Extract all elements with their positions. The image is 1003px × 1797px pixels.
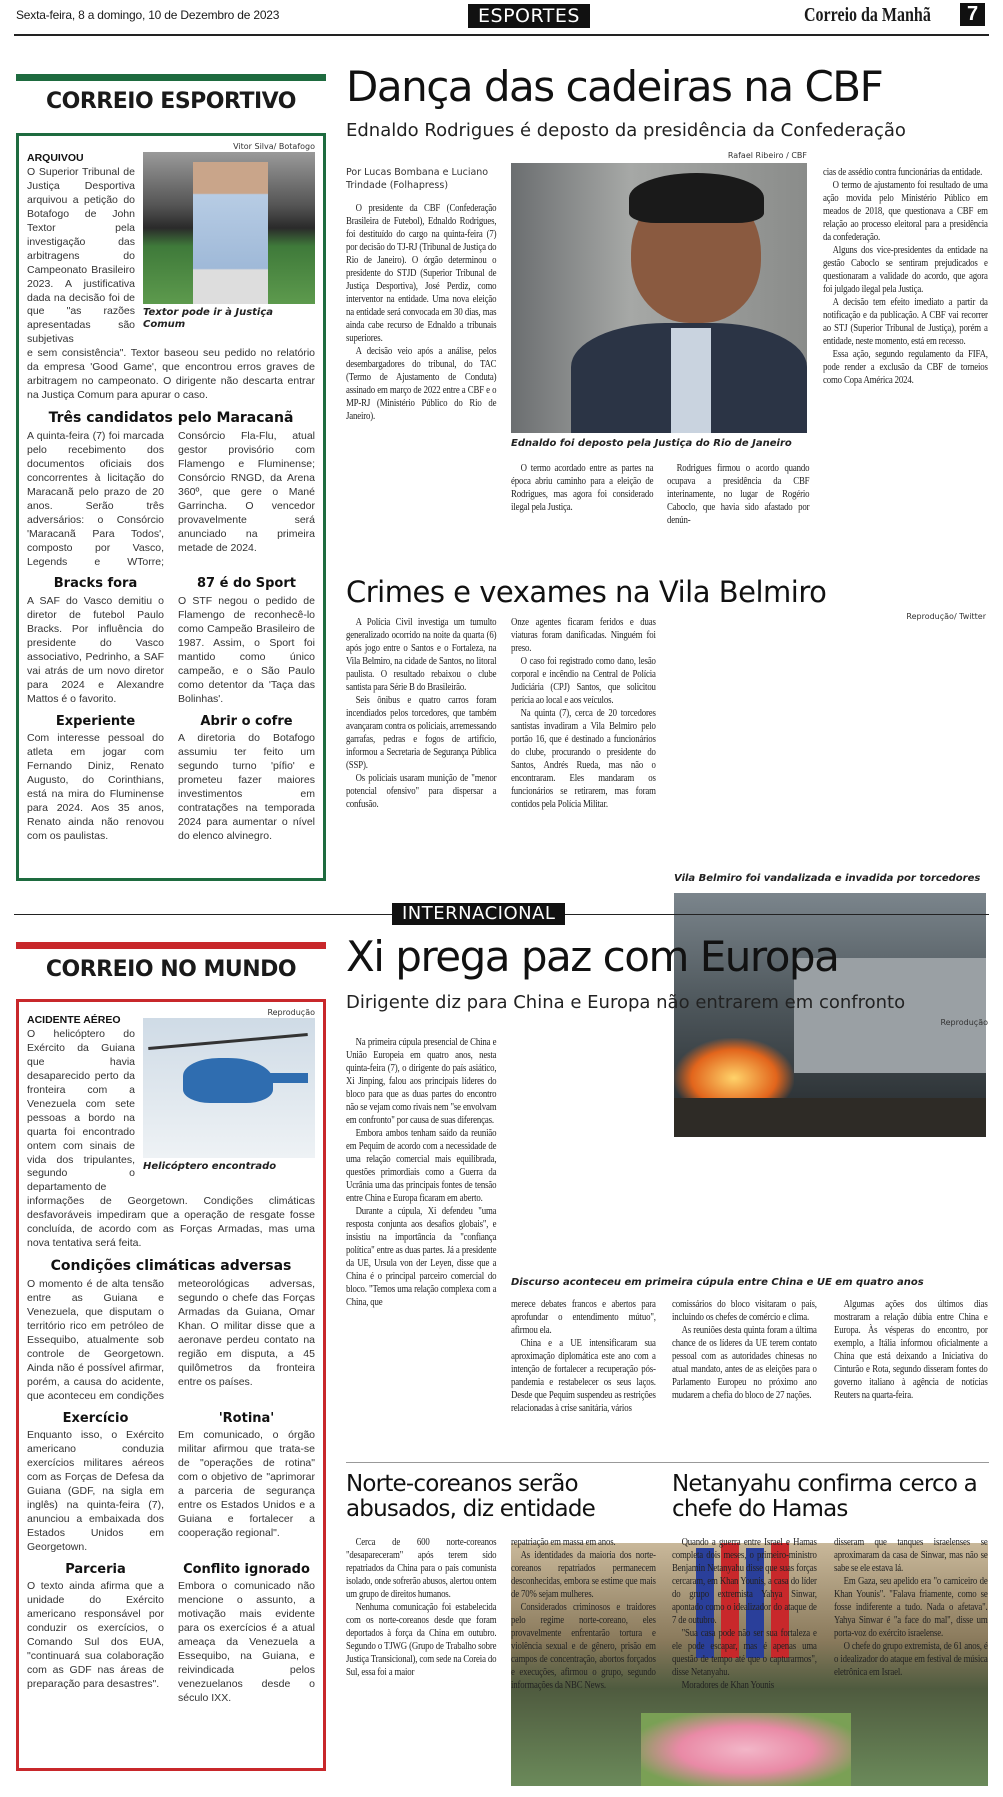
cbf-headline: Dança das cadeiras na CBF (346, 62, 883, 111)
textor-photo (143, 152, 315, 304)
paragraph: merece debates francos e abertos para aprofundar o entendimento mútuo", afirmou ela. (511, 1298, 656, 1336)
item-text: Com interesse pessoal do atleta em jogar com Fernando Diniz, Renato Augusto, do Corinthians, está na mira do Fluminense para 2024. Aos 35 anos, Renato ainda não renovou com os paulistas. (27, 732, 164, 842)
esportivo-photo-block (143, 142, 315, 331)
section-label: ESPORTES (468, 4, 590, 28)
item-exercicio (27, 1404, 164, 1555)
paragraph: A Polícia Civil investiga um tumulto generalizado ocorrido na noite da quarta (6) após jogo entre o Santos e o Fortaleza, na Vila Belmiro, na cidade de Santos, no litoral paulista. O resultado rebaixou o clube santista para Série B do Brasileirão. (346, 616, 497, 693)
item-title: Abrir o cofre (200, 713, 293, 729)
ednaldo-photo (511, 163, 807, 433)
item-title: 87 é do Sport (197, 576, 296, 592)
photo-credit: Reprodução/ Twitter (906, 612, 986, 621)
item-bracks (27, 569, 164, 706)
item-conflito (178, 1555, 315, 1706)
vila-col-2 (511, 616, 656, 811)
item-title: Bracks fora (53, 576, 138, 592)
xi-col-2 (511, 1298, 656, 1415)
paragraph: O caso foi registrado como dano, lesão corporal e incêndio na Central de Polícia Judiciária (CPJ) Santos, que solicitou perícia ao local e aos veículos. (511, 655, 656, 706)
photo-caption: Textor pode ir à Justiça Comum (143, 307, 274, 330)
xi-col-3 (672, 1298, 817, 1402)
paragraph: A decisão veio após a análise, pelos desembargadores do tribunal, do TAC (Termo de Ajustamento de Conduta) assinado em março de 2022 entre a CBF e o MP-RJ (Ministério Público do Rio de Janeiro). (346, 345, 497, 422)
paragraph: Cerca de 600 norte-coreanos "desapareceram" após terem sido repatriados da China para o país comunista isolado, onde sofrerão abusos, alertou ontem um grupo de direitos humanos. (346, 1536, 497, 1600)
header-rule (14, 34, 989, 36)
newspaper-logo: Correio da Manhã (804, 4, 931, 26)
lead-text-cont: e sem consistência". Textor baseou seu pedido no relatório da empresa 'Good Game', que encontrou erros graves de arbitragem no campeonato. O dirigente não descarta entrar na Justiça Comum para apurar o caso. (27, 347, 315, 402)
item-text: Embora o comunicado não mencione o assunto, a motivação mais evidente para os exercícios é a atual ameaça da Venezuela a Essequibo, na Guiana, e reivindicada pelos venezuelanos desde o século IXX. (178, 1580, 315, 1704)
paragraph: China e a UE intensificaram sua aproximação diplomática este ano com a intenção de fortalecer a recuperação pós-pandemia e restabelecer os seus laços. Desde que Pequim suspendeu as restrições relacionadas à crise sanitária, vários (511, 1337, 656, 1414)
paragraph: Nenhuma comunicação foi estabelecida com os norte-coreanos desde que foram deportados à força da China em outubro. Segundo o TJWG (Grupo de Trabalho sobre Justiça Transicional), com sede na Coreia do Sul, essa foi a maior (346, 1601, 497, 1678)
item-title: Exercício (62, 1410, 129, 1426)
xi-col-1 (346, 1036, 496, 1309)
item-experiente (27, 707, 164, 844)
item-text: A SAF do Vasco demitiu o diretor de futebol Paulo Bracks. Por influência do presidente do Vasco associativo, Pedrinho, a SAF vai atrás de um novo diretor para 2024 e Alexandre Mattos é o favorito. (27, 595, 164, 705)
photo-credit: Reprodução (940, 1018, 988, 1027)
paragraph: As identidades da maioria dos norte-coreanos repatriados permanecem desconhecidas, embora se estime que mais de 70% sejam mulheres. (511, 1549, 656, 1600)
helicopter-photo (143, 1018, 315, 1158)
kicker: ARQUIVOU (27, 152, 84, 164)
paragraph: O presidente da CBF (Confederação Brasileira de Futebol), Ednaldo Rodrigues, foi destituído do cargo na quinta-feira (7) por decisão do TJ-RJ (Tribunal de Justiça do Rio de Janeiro). O órgão determinou o presidente do STJD (Superior Tribunal de Justiça Desportiva), José Perdiz, como interventor na entidade. Uma nova eleição na entidade será convocada em 30 dias, mas ainda cabe recurso de Ednaldo a tribunais superiores. (346, 202, 497, 344)
netanyahu-headline: Netanyahu confirma cerco a chefe do Hamas (672, 1471, 977, 1523)
paragraph: Em Gaza, seu apelido era "o carniceiro de Khan Younis". "Falava friamente, como se fosse indiferente a tudo. Nada o afetava". Yahya Sinwar é "a face do mal", disse um porta-voz do exército israelense. (834, 1575, 988, 1639)
cbf-col-2 (511, 462, 653, 514)
page-number: 7 (960, 3, 985, 26)
paragraph: Os policiais usaram munição de "menor potencial ofensivo" para dispersar a confusão. (346, 772, 497, 810)
lead-text: O helicóptero do Exército da Guiana que havia desaparecido perto da fronteira com a Venezuela com sete pessoas a bordo na quarta foi encontrado ontem com sinais de vida dos tripulantes, segundo o departamento de (27, 1027, 135, 1194)
item-sport (178, 569, 315, 706)
paragraph: Onze agentes ficaram feridos e duas viaturas foram danificadas. Ninguém foi preso. (511, 616, 656, 654)
item-text: O momento é de alta tensão entre as Guiana e Venezuela, que disputam o território rico em petróleo de Essequibo, atualmente sob controle de Georgetown. Ainda não é possível afirmar, porém, a causa do acidente, que aconteceu em condições meteorológicas adversas, segundo o chefe das Forças Armadas da Guiana, Omar Khan. O militar disse que a aeronave perdeu contato na região em disputa, a 45 quilômetros da fronteira entre os países. (27, 1278, 315, 1402)
cbf-subtitle: Ednaldo Rodrigues é deposto da presidência da Confederação (346, 120, 906, 141)
photo-caption: Helicóptero encontrado (143, 1161, 277, 1172)
vila-col-1 (346, 616, 496, 811)
photo-credit: Rafael Ribeiro / CBF (727, 151, 807, 160)
cbf-col-3 (667, 462, 809, 527)
paragraph: Moradores de Khan Younis (681, 1679, 775, 1691)
xi-col-4 (834, 1298, 988, 1402)
paragraph: Na quinta (7), cerca de 20 torcedores santistas invadiram a Vila Belmiro pelo portão 16, que é destinado a funcionários do clube, procurando o presidente do Santos, Andrés Rueda, mas não o encontraram. Eles mandaram os funcionários se retirarem, mas foram contidos pela Polícia Militar. (511, 707, 656, 810)
xi-subtitle: Dirigente diz para China e Europa não entrarem em confronto (346, 992, 906, 1013)
vila-headline: Crimes e vexames na Vila Belmiro (346, 575, 827, 609)
paragraph: Quando a guerra entre Israel e Hamas completa dois meses, o primeiro-ministro Benjamin Netanyahu disse que suas forças cercaram, em Khan Younis, a casa do líder do grupo extremista Yahya Sinwar, apontado como o idealizador do ataque de 7 de outubro. (672, 1536, 817, 1626)
item-text: O STF negou o pedido de Flamengo de reconhecê-lo como Campeão Brasileiro de 1987. Assim, o Sport foi mantido como único campeão, e o São Paulo como detentor da 'Taça das Bolinhas'. (178, 595, 315, 705)
netanyahu-col-1 (672, 1536, 817, 1692)
item-text: Enquanto isso, o Exército americano conduzia exercícios militares aéreos com as Forças de Defesa da Guiana (GDF, na sigla em inglês) na quinta-feira (7), anunciou a embaixada dos Estados Unidos em Georgetown. (27, 1429, 164, 1553)
item-title: Condições climáticas adversas (50, 1258, 292, 1275)
esportivo-box (16, 133, 326, 881)
lead-text: O Superior Tribunal de Justiça Desportiva arquivou a petição do Botafogo de John Textor pela investigação das arbitragens do Campeonato Brasileiro 2023. A justificativa dada na decisão foi de que "as razões apresentadas são subjetivas (27, 165, 135, 346)
paragraph: repatriação em massa em anos. (511, 1536, 616, 1548)
mundo-photo-block (143, 1008, 315, 1173)
paragraph: "Sua casa pode não ser sua fortaleza e ele pode escapar, mas é apenas uma questão de tempo até que o capturarmos", disse Netanyahu. (672, 1627, 817, 1678)
xi-headline: Xi prega paz com Europa (346, 932, 839, 981)
divider (346, 1462, 989, 1463)
paragraph: Rodrigues firmou o acordo quando ocupava a presidência da CBF interinamente, no lugar de Rogério Caboclo, que havia sido afastado por denún- (667, 462, 810, 526)
lead-text-cont: informações de Georgetown. Condições climáticas desfavoráveis impediram que a operação de resgate fosse concluída, de acordo com as Forças Armadas, mas uma nova tentativa será feita. (27, 1195, 315, 1250)
photo-credit: Reprodução (267, 1008, 315, 1017)
section-label: INTERNACIONAL (392, 903, 565, 925)
item-title: Conflito ignorado (183, 1561, 310, 1577)
edition-date: Sexta-feira, 8 a domingo, 10 de Dezembro de 2023 (16, 8, 280, 22)
paragraph: Embora ambos tenham saído da reunião em Pequim de acordo com a necessidade de uma relação comercial mais equilibrada, questões primordiais como a Guerra da Ucrânia uma das principais fontes de tensão entre China e Europa ficaram em aberto. (346, 1127, 497, 1204)
paragraph: Essa ação, segundo regulamento da FIFA, pode render a exclusão da CBF de torneios como Copa América 2024. (823, 348, 988, 386)
norte-headline: Norte-coreanos serão abusados, diz entidade (346, 1471, 595, 1523)
mundo-title: CORREIO NO MUNDO (45, 957, 297, 982)
item-title: Parceria (65, 1561, 126, 1577)
item-text: A diretoria do Botafogo assumiu ter feito um segundo turno 'pífio' e prometeu fazer maiores investimentos em contratações na temporada 2024 para aumentar o nível do elenco alvinegro. (178, 732, 315, 842)
paragraph: comissários do bloco visitaram o país, incluindo os chefes de comércio e clima. (672, 1298, 817, 1323)
kicker: ACIDENTE AÉREO (27, 1014, 121, 1026)
item-title: 'Rotina' (218, 1410, 275, 1426)
mundo-box (16, 999, 326, 1771)
item-title: Três candidatos pelo Maracanã (48, 410, 294, 427)
mundo-bar (16, 942, 326, 949)
norte-col-2 (511, 1536, 656, 1692)
paragraph: Na primeira cúpula presencial de China e União Europeia em quatro anos, nesta quinta-feira (7), o dirigente do país asiático, Xi Jinping, falou aos principais líderes do bloco para que as duas partes do encontro não se vejam como rivais nem "se envolvam em confronto" por causa de suas diferenças. (346, 1036, 497, 1126)
paragraph: Algumas ações dos últimos dias mostraram a relação dúbia entre China e Europa. Às vésperas do encontro, por exemplo, a Itália informou oficialmente a China que está deixando a Iniciativa do Cinturão e Rota, segundo disseram fontes do governo italiano à agência de notícias Reuters na quarta-feira. (834, 1298, 988, 1401)
item-text: A quinta-feira (7) foi marcada pelo recebimento dos documentos oficiais dos concorrentes à licitação do Maracanã pelo prazo de 20 anos. Serão três adversários: o Consórcio 'Maracanã Para Todos', composto por Vasco, Legends e WTorre; Consórcio Fla-Flu, atual gestor provisório com Flamengo e Fluminense; Consórcio RNGD, da Arena 360º, que gere o Mané Garrincha. O vencedor provavelmente será anunciado na primeira metade de 2024. (27, 429, 315, 568)
paragraph: Seis ônibus e quatro carros foram incendiados pelos torcedores, que também avançaram contra os policiais, arremessando garrafas, pedras e fogos de artifício, informou a Secretaria de Segurança Pública (SSP). (346, 694, 497, 771)
paragraph: cias de assédio contra funcionárias da entidade. (823, 166, 983, 178)
paragraph: Considerados criminosos e traidores pelo regime norte-coreano, eles provavelmente enfrentarão tortura e violência sexual e de gênero, prisão em campos de concentração, abortos forçados e execuções, afirmou o grupo, segundo informações da NBC News. (511, 1601, 656, 1691)
esportivo-title: CORREIO ESPORTIVO (46, 89, 296, 114)
paragraph: O termo de ajustamento foi resultado de uma ação movida pelo Ministério Público em meados de 2018, que questionava a CBF em relação ao processo eleitoral para a presidência da confederação. (823, 179, 988, 243)
byline: Por Lucas Bombana e Luciano Trindade (Folhapress) (346, 167, 489, 192)
item-title: Experiente (55, 713, 136, 729)
norte-col-1 (346, 1536, 496, 1679)
netanyahu-col-2 (834, 1536, 988, 1679)
paragraph: Alguns dos vice-presidentes da entidade na gestão Caboclo se sentiram prejudicados e questionaram a validade do acordo, que agora foi julgado ilegal pela Justiça. (823, 244, 988, 295)
item-cofre (178, 707, 315, 844)
item-parceria (27, 1555, 164, 1706)
paragraph: A decisão tem efeito imediato a partir da notificação e da publicação. A CBF vai recorrer ao STJ (Superior Tribunal de Justiça), porém a entidade, neste momento, está em recesso. (823, 296, 988, 347)
photo-caption: Ednaldo foi deposto pela Justiça do Rio de Janeiro (511, 438, 792, 449)
paragraph: O termo acordado entre as partes na época abriu caminho para a eleição de Rodrigues, mas agora foi considerado ilegal pela Justiça. (511, 462, 654, 513)
cbf-col-4 (823, 166, 988, 387)
paragraph: disseram que tanques israelenses se aproximaram da casa de Sinwar, mas não se sabe se ele estava lá. (834, 1536, 988, 1574)
photo-credit: Vitor Silva/ Botafogo (233, 142, 315, 151)
item-text: O texto ainda afirma que a unidade do Exército americano responsável por conduzir os exercícios, o Comando Sul dos EUA, "continuará sua colaboração com as GDF nas áreas de preparação para desastres". (27, 1580, 164, 1691)
paragraph: Durante a cúpula, Xi defendeu "uma resposta conjunta aos desafios globais", e insistiu na importância da "confiança política" entre as duas partes. Já a presidente da UE, Ursula von der Leyen, disse que a China é o principal parceiro comercial do bloco. "Temos uma relação complexa com a China, que (346, 1205, 497, 1308)
vila-belmiro-photo (674, 893, 986, 1137)
photo-caption: Vila Belmiro foi vandalizada e invadida por torcedores (674, 873, 981, 884)
paragraph: O chefe do grupo extremista, de 61 anos, é o idealizador do ataque em festival de música eletrônica em Israel. (834, 1640, 988, 1678)
paragraph: As reuniões desta quinta foram a última chance de os líderes da UE terem contato pessoal com as autoridades chinesas no atual mandato, antes de as eleições para o Parlamento Europeu no próximo ano mudarem a chefia do bloco de 27 nações. (672, 1324, 817, 1401)
item-text: Em comunicado, o órgão militar afirmou que trata-se de "operações de rotina" com o objetivo de "aprimorar a parceria de segurança entre os Estados Unidos e a Guiana e fortalecer a cooperação regional". (178, 1429, 315, 1539)
cbf-col-1 (346, 202, 496, 423)
item-rotina (178, 1404, 315, 1555)
photo-caption: Discurso aconteceu em primeira cúpula entre China e UE em quatro anos (511, 1277, 924, 1288)
esportivo-bar (16, 74, 326, 81)
